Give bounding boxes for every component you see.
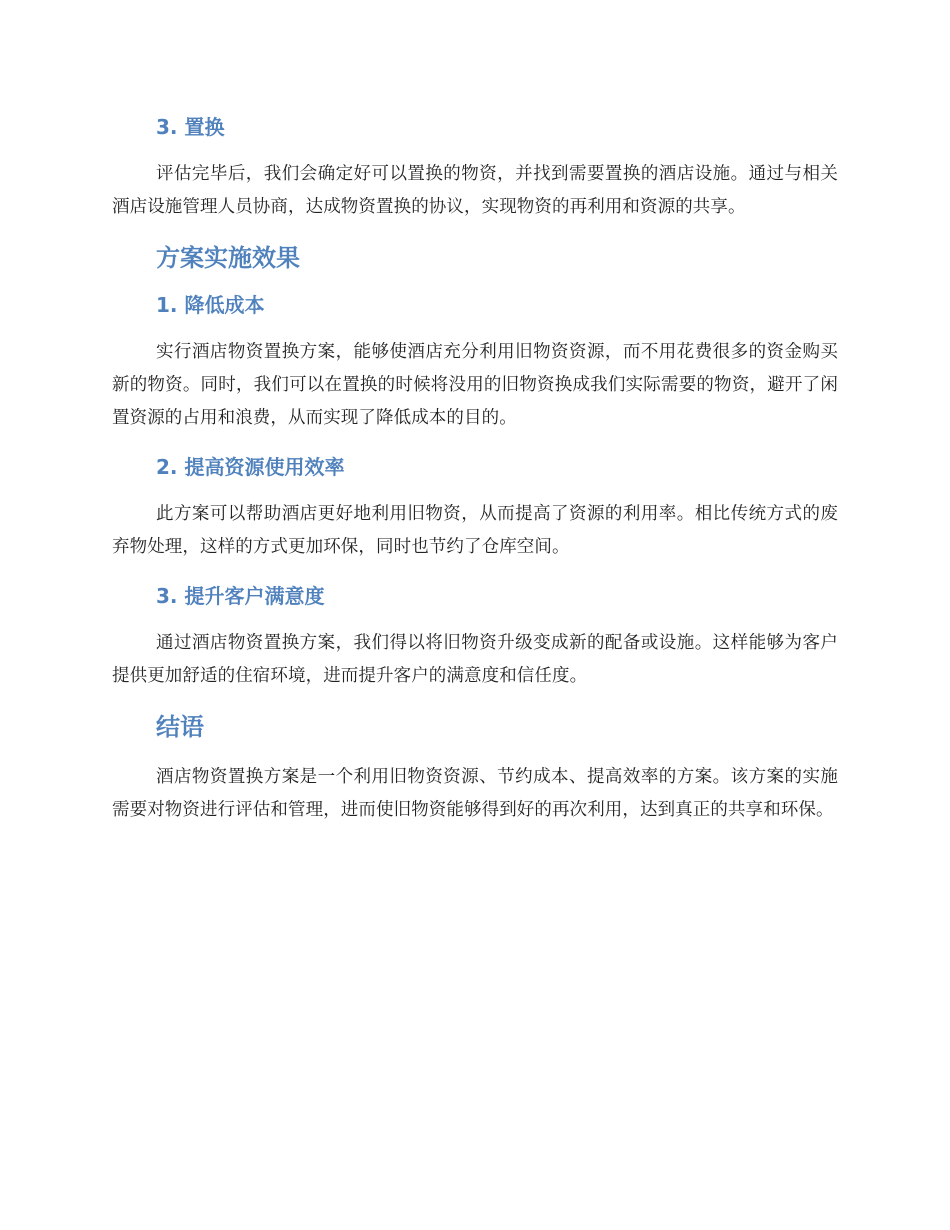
paragraph-customer-satisfaction: 通过酒店物资置换方案，我们得以将旧物资升级变成新的配备或设施。这样能够为客户提供更加舒适的住宿环境，进而提升客户的满意度和信任度。 [112, 633, 838, 686]
heading-conclusion: 结语 [156, 713, 204, 741]
heading-improve-efficiency: 2. 提高资源使用效率 [156, 455, 345, 479]
paragraph-replacement: 评估完毕后，我们会确定好可以置换的物资，并找到需要置换的酒店设施。通过与相关酒店设施管理人员协商，达成物资置换的协议，实现物资的再利用和资源的共享。 [112, 164, 838, 217]
paragraph-conclusion: 酒店物资置换方案是一个利用旧物资资源、节约成本、提高效率的方案。该方案的实施需要对物资进行评估和管理，进而使旧物资能够得到好的再次利用，达到真正的共享和环保。 [112, 767, 838, 820]
heading-reduce-cost: 1. 降低成本 [156, 293, 265, 317]
paragraph-improve-efficiency: 此方案可以帮助酒店更好地利用旧物资，从而提高了资源的利用率。相比传统方式的废弃物处理，这样的方式更加环保，同时也节约了仓库空间。 [112, 504, 838, 557]
paragraph-reduce-cost: 实行酒店物资置换方案，能够使酒店充分利用旧物资资源，而不用花费很多的资金购买新的物资。同时，我们可以在置换的时候将没用的旧物资换成我们实际需要的物资，避开了闲置资源的占用和浪费，从而实现了降低成本的目的。 [112, 342, 838, 428]
heading-customer-satisfaction: 3. 提升客户满意度 [156, 584, 325, 608]
heading-replacement: 3. 置换 [156, 115, 225, 139]
heading-implementation-effects: 方案实施效果 [156, 244, 300, 272]
